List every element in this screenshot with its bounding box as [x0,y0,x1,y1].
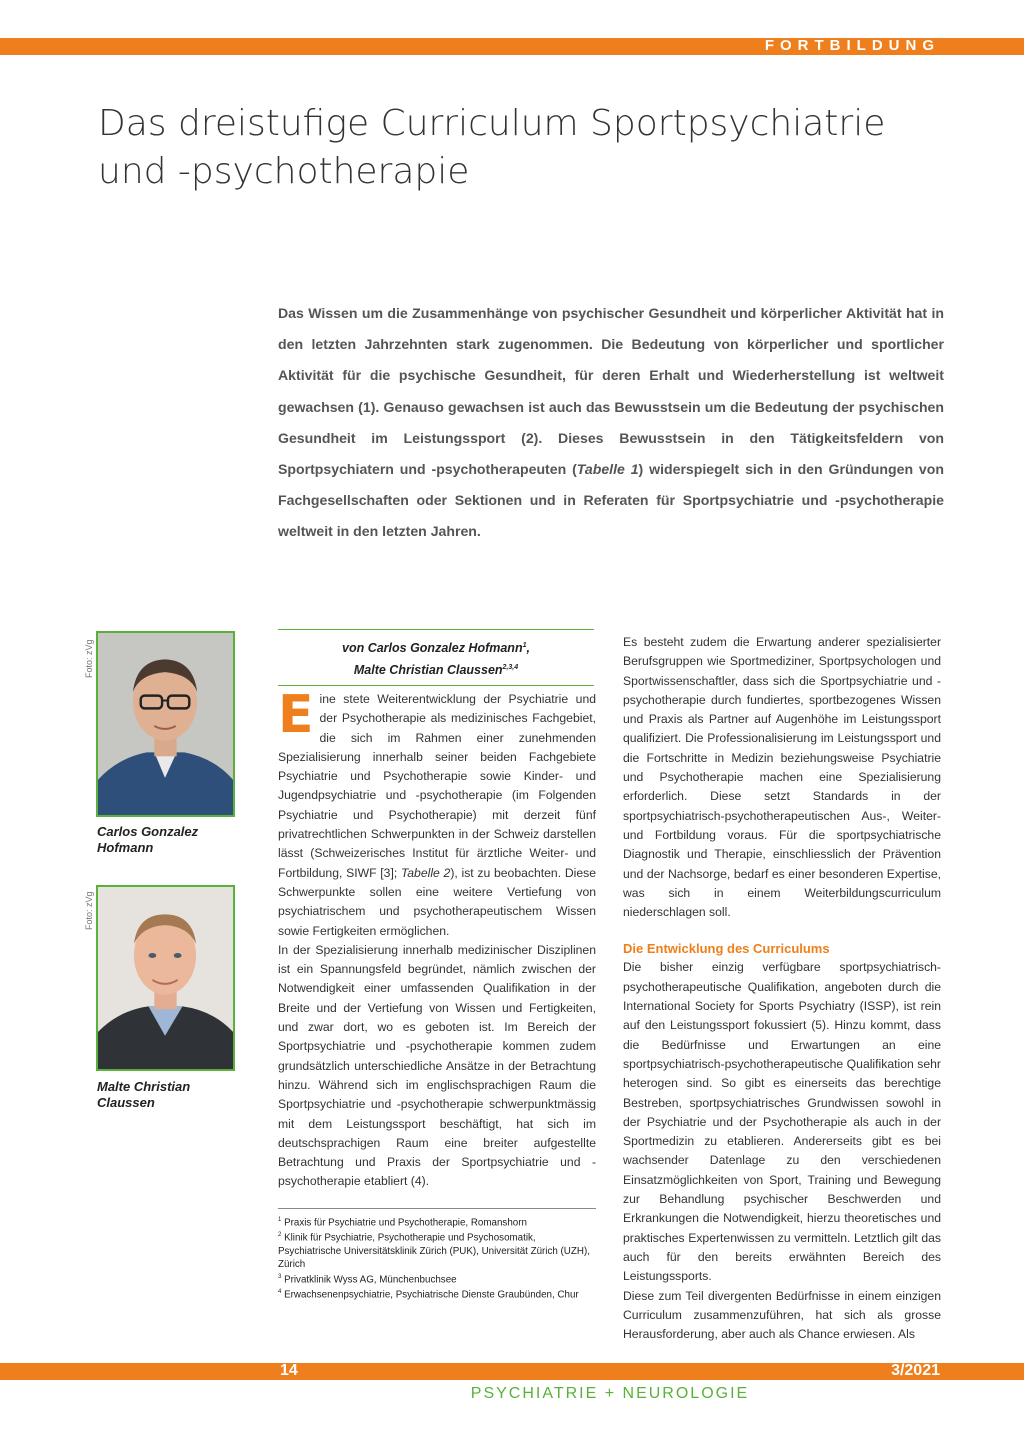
footnote-4 [278,1286,596,1301]
byline-sup-1: 1 [522,642,527,649]
section-heading: Die Entwicklung des Curriculums [623,941,830,957]
footnote-2-text: Klinik für Psychiatrie, Psychotherapie und Psychosomatik, Psychiatrische Universitätsklinik Zürich (PUK), Universität Zürich (UZH), Zürich [278,1232,590,1270]
issue-number: 3/2021 [891,1362,940,1379]
author-photo-2 [96,885,235,1071]
photo-caption-1: Carlos Gonzalez Hofmann [97,824,199,855]
journal-name: PSYCHIATRIE + NEUROLOGIE [470,1385,750,1402]
article-title: Das dreistufige Curriculum Sportpsychiatrie und -psychotherapie [98,103,886,192]
footnote-3-num: 3 [278,1273,282,1280]
photo-credit-2: Foto: zVg [84,891,94,930]
section-label: FORTBILDUNG [764,37,940,54]
body-column-2 [623,633,941,1344]
byline-author-1: von Carlos Gonzalez Hofmann [342,641,523,656]
byline-author-2: Malte Christian Claussen [353,663,503,678]
footnote-2-num: 2 [278,1232,282,1239]
byline [278,629,594,686]
footer-bar [0,1363,1024,1380]
body-text-1b: ), ist zu beobachten. Diese Schwerpunkte sollen eine weitere Vertiefung von psychiatrischem und psychotherapeutischem Wissen sowie Fertigkeiten ermöglichen. [278,865,596,938]
footnote-1-text: Praxis für Psychiatrie und Psychotherapie, Romanshorn [284,1217,527,1229]
drop-cap: E [278,685,314,745]
byline-line-2 [278,658,594,680]
body-text-1a: ine stete Weiterentwicklung der Psychiatrie und der Psychotherapie als medizinisches Fachgebiet, die sich im Rahmen einer zunehmenden Spezialisierung innerhalb seiner beiden Fachgebiete Psychiatrie und Psychotherapie sowie Kinder- und Jugendpsychiatrie und -psychotherapie (im Folgenden Psychiatrie und Psychotherapie) mit derzeit fünf privatrechtlichen Schwerpunkten in der Schweiz darstellen lässt (Schweizerisches Institut für ärztliche Weiter- und Fortbildung, SIWF [3]; [278,692,596,880]
body-paragraph-4: Die bisher einzig verfügbare sportpsychiatrisch-psychotherapeutische Qualifikation, angeboten durch die International Society for Sports Psychiatry (ISSP), ist rein auf den Leistungssport fokussiert (5). Hinzu kommt, dass die Bedürfnisse und Erwartungen an eine sportpsychiatrisch-psychotherapeutische Qualifikation sehr heterogen sind. So gibt es einerseits das berechtige Bestreben, sportpsychiatrisches Grundwissen sowohl in der Psychiatrie und der Psychotherapie als auch in der Sportmedizin zu etablieren. Andererseits gibt es bei wachsender Datenlage zu den verschiedenen Einsatzmöglichkeiten von Sport, Training und Bewegung zur Behandlung psychischer Beschwerden und Erkrankungen die Notwendigkeit, hierzu theoretisches und praktisches Expertenwissen zu vermitteln. Letztlich gilt das auch für den bereits erwähnten Bereich des Leistungssports. [623,960,941,1284]
footnote-1 [278,1214,596,1229]
body-paragraph-1 [278,685,596,941]
author-photo-1 [96,631,235,817]
footnote-2 [278,1229,596,1270]
lead-text-1: Das Wissen um die Zusammenhänge von psychischer Gesundheit und körperlicher Aktivität hat in den letzten Jahrzehnten stark zugenommen. Die Bedeutung von körperlicher und sportlicher Aktivität für die psychische Gesundheit, für deren Erhalt und Wiederherstellung ist weltweit gewachsen (1). Genauso gewachsen ist auch das Bewusstsein um die Bedeutung der psychischen Gesundheit im Leistungssport (2). Dieses Bewusstsein in den Tätigkeitsfeldern von Sportpsychiatern und -psychotherapeuten ( [278,305,944,478]
portrait-1-image [98,633,233,815]
lead-paragraph [278,298,944,548]
footnote-4-num: 4 [278,1288,282,1295]
portrait-2-image [98,887,233,1069]
byline-line-1: von Carlos Gonzalez Hofmann$^1$, [342,641,530,656]
lead-table-ref: Tabelle 1 [576,461,639,478]
lead-text-2: ) widerspiegelt sich in den Gründungen von Fachgesellschaften oder Sektionen und in Referaten für Sportpsychiatrie und -psychotherapie weltweit in den letzten Jahren. [278,461,944,540]
photo-caption-2: Malte Christian Claussen [97,1079,191,1110]
body-paragraph-5: Diese zum Teil divergenten Bedürfnisse in einem einzigen Curriculum zusammenzuführen, hat sich als grosse Herausforderung, aber auch als Chance erwiesen. Als [623,1288,941,1342]
photo-credit-1: Foto: zVg [84,639,94,678]
body-paragraph-3: Es besteht zudem die Erwartung anderer spezialisierter Berufsgruppen wie Sportmediziner, Sportpsychologen und Sportwissenschaftler, dass sich die Sportpsychiatrie und -psychotherapie durch fundiertes, sportbezogenes Wissen und Praxis als Partner auf Augenhöhe im Leistungssport qualifiziert. Die Professionalisierung im Leistungssport und die Fortschritte in Medizin beziehungsweise Psychiatrie und Psychotherapie machen eine Spezialisierung erforderlich. Diese setzt Standards in der sportpsychiatrisch-psychotherapeutischen Aus-, Weiter- und Fortbildung voraus. Für die sportpsychiatrische Diagnostik und Therapie, einschliesslich der Prävention und der Nachsorge, bedarf es einer besonderen Expertise, was sich in einem Weiterbildungscurriculum niederschlagen soll. [623,635,941,920]
body-paragraph-2: In der Spezialisierung innerhalb medizinischer Disziplinen ist ein Spannungsfeld begründet, nämlich zwischen der Notwendigkeit einer umfassenden Qualifikation in der Breite und der Vertiefung von Wissen und Fertigkeiten, und zwar dort, wo es geboten ist. Im Bereich der Sportpsychiatrie und -psychotherapie kommen zudem grundsätzlich unterschiedliche Ansätze in der Betrachtung hinzu. Während sich im englischsprachigen Raum die Sportpsychiatrie und -psychotherapie schwerpunktmässig mit dem Leistungssport beschäftigt, hat sich im deutschsprachigen Raum eine breiter aufgestellte Betrachtung und Praxis der Sportpsychiatrie und -psychotherapie etabliert (4). [278,942,596,1189]
footnote-1-num: 1 [278,1217,282,1223]
footnote-4-text: Erwachsenenpsychiatrie, Psychiatrische Dienste Graubünden, Chur [284,1289,579,1301]
body-table-ref: Tabelle 2 [400,865,451,880]
page-number: 14 [280,1362,298,1379]
footnotes [278,1208,596,1301]
byline-sup-2: 2,3,4 [502,664,519,672]
body-column-1 [278,685,596,1192]
footnote-3-text: Privatklinik Wyss AG, Münchenbuchsee [284,1273,457,1285]
footnote-3 [278,1271,596,1286]
